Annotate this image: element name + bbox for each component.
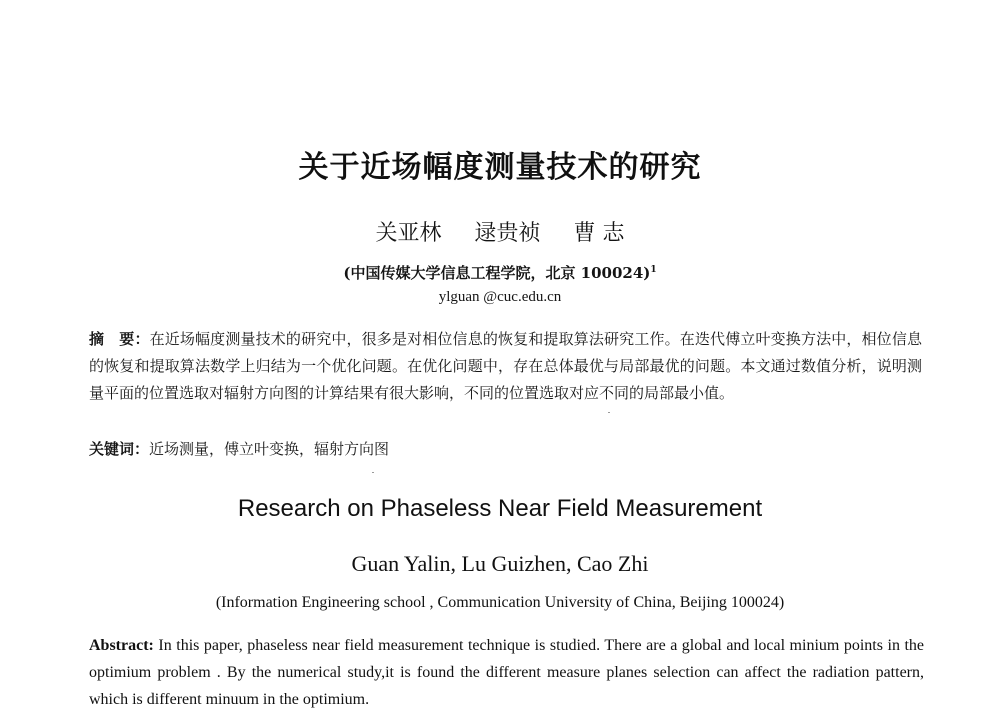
- chinese-authors: [0, 216, 1000, 247]
- author-email: ylguan @cuc.edu.cn: [438, 289, 562, 305]
- english-abstract-text: In this paper, phaseless near field measurement technique is studied. There are a global and local minium points in the optimium problem . By the numerical study,it is found the different measure planes selection can affect the radiation pattern, which is different minuum in the optimium.: [89, 637, 925, 708]
- chinese-abstract-text: 在近场幅度测量技术的研究中，很多是对相位信息的恢复和提取算法研究工作。在迭代傅立叶变换方法中，相位信息的恢复和提取算法数学上归结为一个优化问题。在优化问题中，存在总体最优与局部最优的问题。本文通过数值分析，说明测量平面的位置选取对辐射方向图的计算结果有很大影响，不同的位置选取对应不同的局部最小值。: [89, 330, 922, 402]
- english-authors: Guan Yalin, Lu Guizhen, Cao Zhi: [351, 551, 649, 576]
- chinese-abstract: [89, 326, 922, 407]
- scan-speck: [372, 472, 374, 473]
- chinese-affiliation-text: (中国传媒大学信息工程学院，北京 100024): [343, 264, 651, 282]
- chinese-keywords-text: 近场测量，傅立叶变换，辐射方向图: [149, 440, 390, 458]
- english-abstract: [89, 632, 924, 713]
- chinese-keywords-label: 关键词：: [89, 440, 150, 458]
- chinese-affiliation: [0, 262, 1000, 283]
- chinese-abstract-label: 摘 要：: [89, 330, 150, 348]
- chinese-author-3: 曹 志: [573, 221, 625, 246]
- chinese-author-1: 关亚林: [375, 221, 442, 246]
- chinese-keywords: [89, 436, 922, 463]
- affiliation-footnote-mark: 1: [650, 265, 657, 275]
- english-abstract-label: Abstract:: [89, 637, 154, 654]
- english-title: Research on Phaseless Near Field Measurement: [237, 495, 763, 522]
- scan-speck: [608, 412, 610, 413]
- chinese-author-2: 逯贵祯: [474, 221, 541, 246]
- english-affiliation: (Information Engineering school , Communication University of China, Beijing 100024): [215, 594, 785, 611]
- chinese-title: 关于近场幅度测量技术的研究: [298, 150, 702, 185]
